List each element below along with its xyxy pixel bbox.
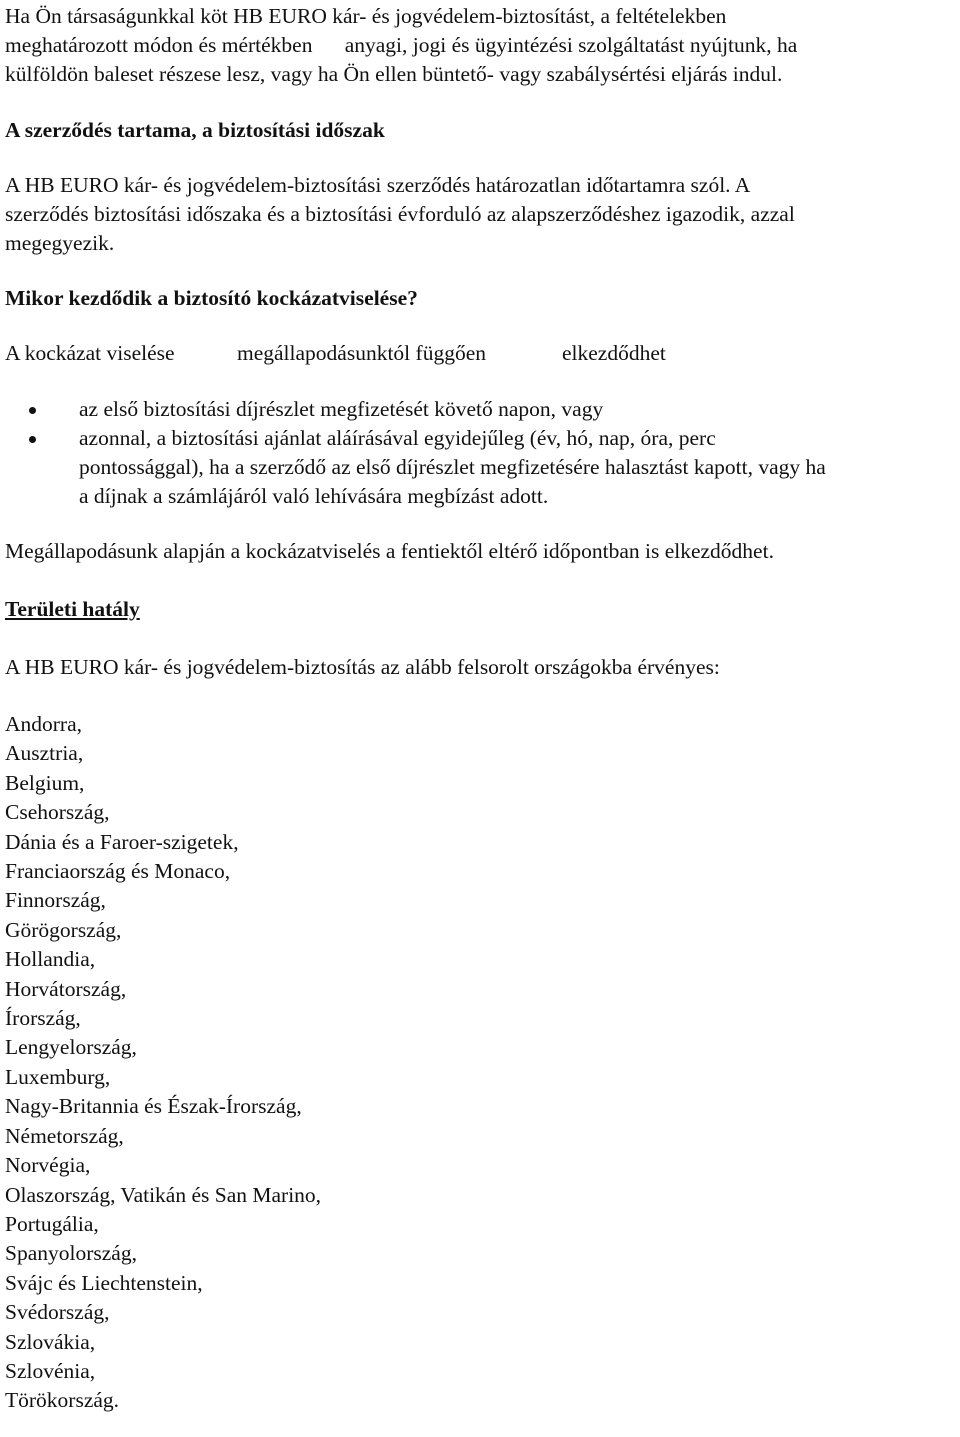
list-item: Svájc és Liechtenstein, (5, 1270, 203, 1295)
list-item: Olaszország, Vatikán és San Marino, (5, 1182, 322, 1207)
intro-line: külföldön baleset részese lesz, vagy ha Ön ellen büntető- vagy szabálysértési eljárás indul. (5, 62, 783, 86)
list-item: Nagy-Britannia és Észak-Írország, (5, 1094, 302, 1119)
country-list (5, 710, 957, 1416)
list-item: Szlovénia, (5, 1358, 96, 1383)
bullet-line: azonnal, a biztosítási ajánlat aláírásával egyidejűleg (év, hó, nap, óra, perc (79, 426, 716, 450)
list-item: Ausztria, (5, 741, 84, 766)
list-item: Portugália, (5, 1211, 99, 1236)
start-lead-part: megállapodásunktól függően (237, 341, 486, 365)
bullet-icon (29, 407, 36, 414)
bullet-line: pontossággal), ha a szerződő az első díjrészlet megfizetésére halasztást kapott, vagy ha (79, 455, 826, 479)
list-item (5, 424, 957, 511)
list-item: Törökország. (5, 1388, 120, 1413)
list-item: Dánia és a Faroer-szigetek, (5, 829, 239, 854)
list-item: Svédország, (5, 1300, 110, 1325)
intro-paragraph (5, 2, 957, 89)
start-lead (5, 339, 957, 368)
term-paragraph (5, 171, 957, 258)
territory-lead: A HB EURO kár- és jogvédelem-biztosítás az alább felsorolt országokba érvényes: (5, 655, 720, 679)
list-item: Norvégia, (5, 1153, 91, 1178)
list-item: Belgium, (5, 770, 85, 795)
start-bullet-list (5, 395, 957, 511)
list-item: Finnország, (5, 888, 106, 913)
list-item: Hollandia, (5, 947, 96, 972)
term-line: A HB EURO kár- és jogvédelem-biztosítási szerződés határozatlan időtartamra szól. A (5, 173, 751, 197)
list-item: Írország, (5, 1006, 81, 1031)
bullet-line: az első biztosítási díjrészlet megfizetését követő napon, vagy (79, 397, 604, 421)
list-item (5, 395, 957, 424)
term-heading: A szerződés tartama, a biztosítási időszak (5, 118, 385, 142)
list-item: Luxemburg, (5, 1064, 111, 1089)
territory-heading: Területi hatály (5, 597, 140, 621)
intro-line: Ha Ön társaságunkkal köt HB EURO kár- és jogvédelem-biztosítást, a feltételekben (5, 4, 727, 28)
list-item: Franciaország és Monaco, (5, 859, 231, 884)
list-item: Horvátország, (5, 976, 127, 1001)
list-item: Csehország, (5, 800, 110, 825)
start-lead-part: A kockázat viselése (5, 341, 175, 365)
intro-full-text (5, 0, 6, 1)
start-heading: Mikor kezdődik a biztosító kockázatviselése? (5, 286, 418, 310)
bullet-line: a díjnak a számlájáról való lehívására megbízást adott. (79, 484, 549, 508)
list-item: Andorra, (5, 712, 83, 736)
start-lead-part: elkezdődhet (562, 341, 666, 365)
bullet-icon (29, 436, 36, 443)
term-line: megegyezik. (5, 231, 115, 255)
term-line: szerződés biztosítási időszaka és a biztosítási évforduló az alapszerződéshez igazodik, azzal (5, 202, 795, 226)
list-item: Szlovákia, (5, 1329, 96, 1354)
list-item: Lengyelország, (5, 1035, 137, 1060)
intro-line: meghatározott módon és mértékben anyagi, jogi és ügyintézési szolgáltatást nyújtunk, ha (5, 33, 798, 57)
document-page (5, 0, 957, 1437)
list-item: Görögország, (5, 917, 122, 942)
list-item: Spanyolország, (5, 1241, 137, 1266)
start-closing: Megállapodásunk alapján a kockázatviselés a fentiektől eltérő időpontban is elkezdődhet. (5, 539, 774, 563)
list-item: Németország, (5, 1123, 124, 1148)
